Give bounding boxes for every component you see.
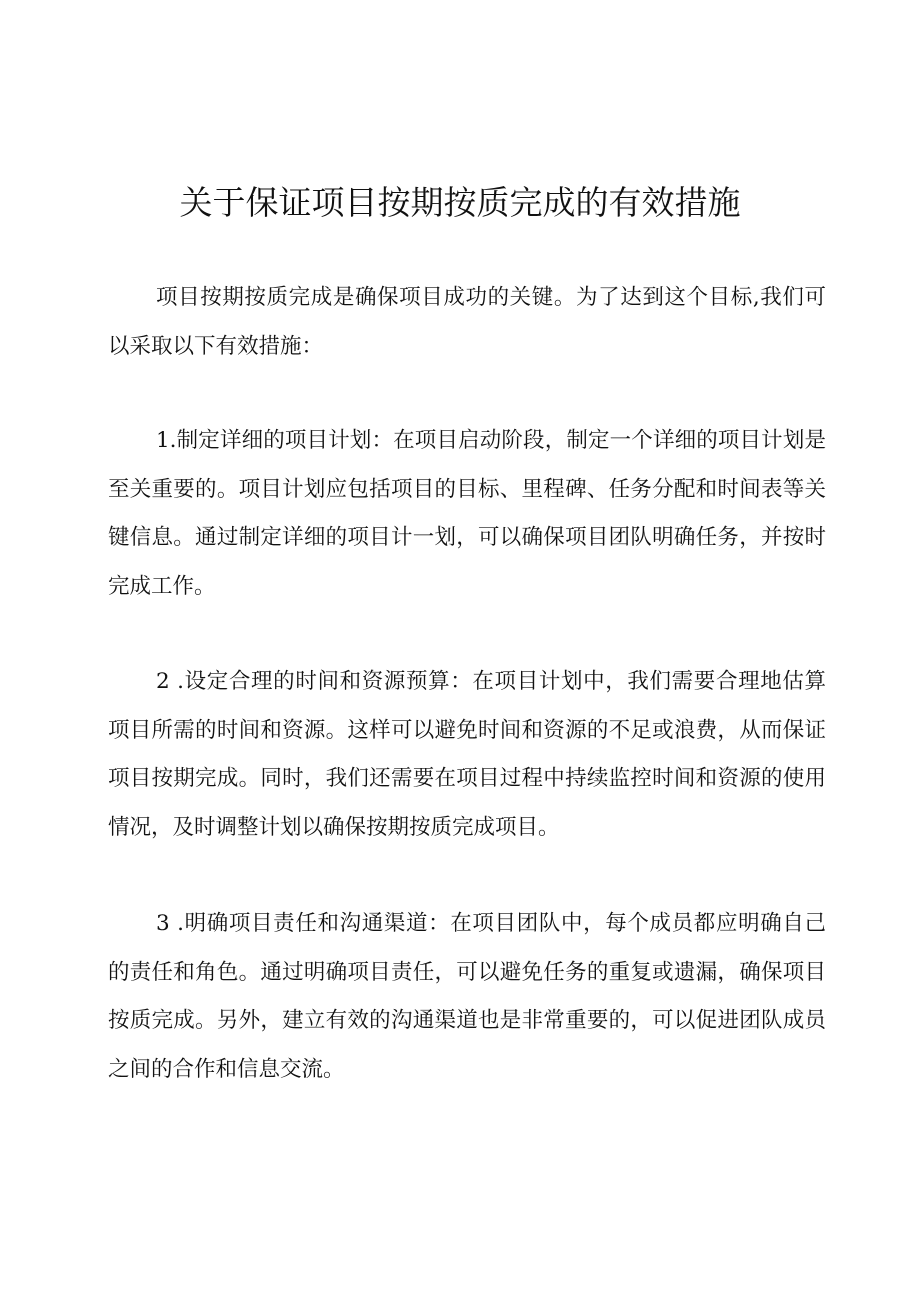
- measure-paragraph-1: 1.制定详细的项目计划：在项目启动阶段，制定一个详细的项目计划是至关重要的。项目计划应包括项目的目标、里程碑、任务分配和时间表等关键信息。通过制定详细的项目计一划，可以确保项目团队明确任务，并按时完成工作。: [108, 428, 826, 599]
- measure-paragraph-2: 2 .设定合理的时间和资源预算：在项目计划中，我们需要合理地估算项目所需的时间和资源。这样可以避免时间和资源的不足或浪费，从而保证项目按期完成。同时，我们还需要在项目过程中持续监控时间和资源的使用情况，及时调整计划以确保按期按质完成项目。: [108, 669, 826, 840]
- measure-paragraph-3: 3 .明确项目责任和沟通渠道：在项目团队中，每个成员都应明确自己的责任和角色。通过明确项目责任，可以避免任务的重复或遗漏，确保项目按质完成。另外，建立有效的沟通渠道也是非常重要的，可以促进团队成员之间的合作和信息交流。: [108, 911, 826, 1082]
- intro-paragraph: 项目按期按质完成是确保项目成功的关键。为了达到这个目标,我们可以采取以下有效措施：: [108, 285, 826, 359]
- document-title: 关于保证项目按期按质完成的有效措施: [179, 183, 741, 222]
